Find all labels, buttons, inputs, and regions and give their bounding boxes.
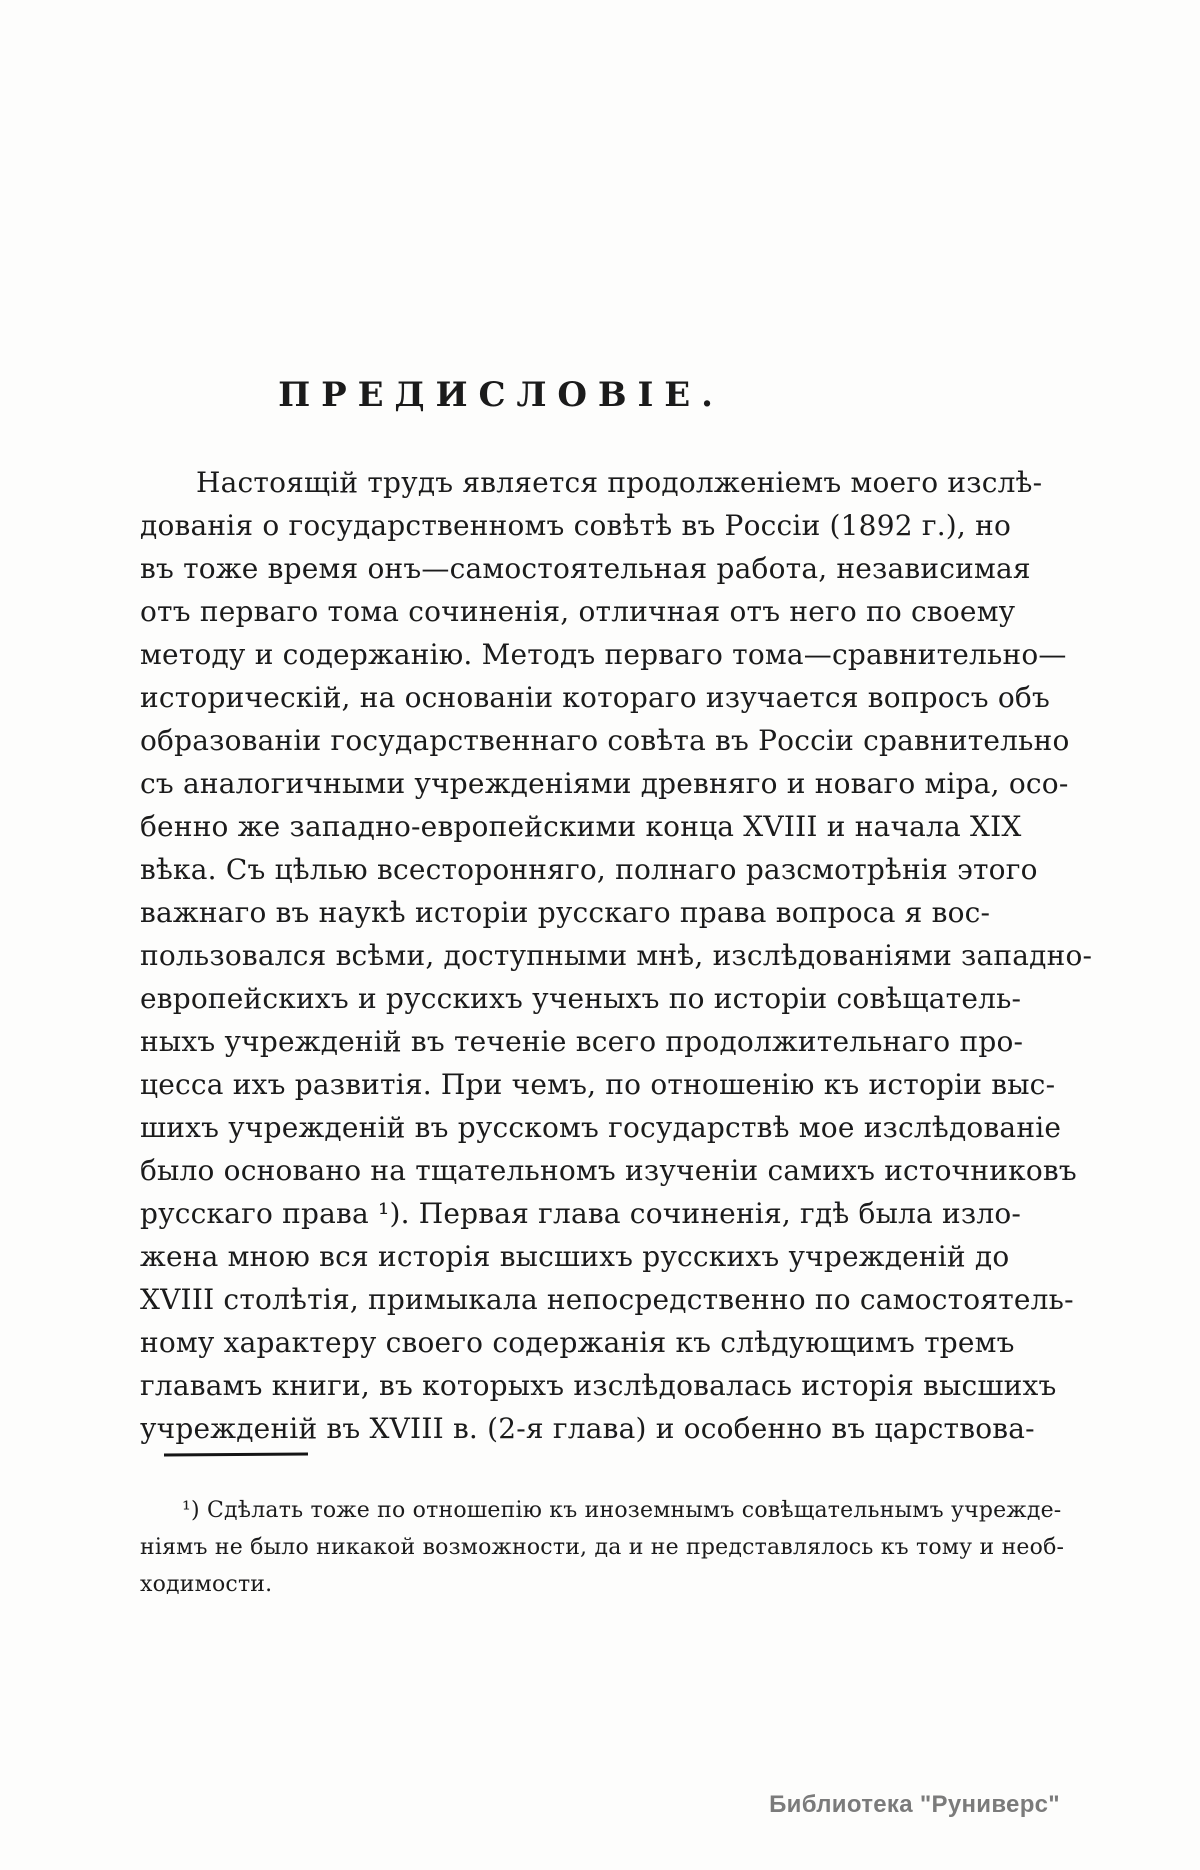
body-text-line: Настоящій трудъ является продолженіемъ моего изслѣ-	[196, 466, 1043, 499]
footnote-text-line: ніямъ не было никакой возможности, да и не представлялось къ тому и необ-	[140, 1535, 1065, 1560]
footnote-text-line: ¹) Сдѣлать тоже по отношепію къ иноземнымъ совѣщательнымъ учрежде-	[182, 1498, 1062, 1523]
body-text-line: ныхъ учрежденій въ теченіе всего продолжительнаго про-	[140, 1025, 1024, 1058]
body-text-line: европейскихъ и русскихъ ученыхъ по исторіи совѣщатель-	[140, 982, 1022, 1015]
body-text-line: бенно же западно-европейскими конца XVIII и начала XIX	[140, 810, 1022, 843]
body-text-line: русскаго права ¹). Первая глава сочиненія, гдѣ была изло-	[140, 1197, 1022, 1230]
body-text-line: цесса ихъ развитія. При чемъ, по отношенію къ исторіи выс-	[140, 1068, 1056, 1101]
library-watermark: Библиотека "Руниверс"	[769, 1791, 1060, 1818]
body-text-line: учрежденій въ XVIII в. (2-я глава) и особенно въ царствова-	[140, 1412, 1035, 1445]
body-text-line: пользовался всѣми, доступными мнѣ, изслѣдованіями западно-	[140, 939, 1093, 972]
body-text-line: отъ перваго тома сочиненія, отличная отъ него по своему	[140, 595, 1016, 628]
body-text-line: дованія о государственномъ совѣтѣ въ Россіи (1892 г.), но	[140, 509, 1012, 542]
body-text-line: вѣка. Съ цѣлью всесторонняго, полнаго разсмотрѣнія этого	[140, 853, 1038, 886]
body-text-line: шихъ учрежденій въ русскомъ государствѣ мое изслѣдованіе	[140, 1111, 1062, 1144]
footnote-divider	[164, 1452, 308, 1456]
page-title: ПРЕДИСЛОВІЕ.	[278, 374, 724, 415]
body-text-line: жена мною вся исторія высшихъ русскихъ учрежденій до	[140, 1240, 1010, 1273]
body-text-line: XVIII столѣтія, примыкала непосредственно по самостоятель-	[140, 1283, 1074, 1316]
footnote	[140, 1492, 1065, 1603]
body-paragraph	[140, 461, 1093, 1450]
body-text-line: важнаго въ наукѣ исторіи русскаго права вопроса я вос-	[140, 896, 991, 929]
body-text-line: въ тоже время онъ—самостоятельная работа, независимая	[140, 552, 1031, 585]
body-text-line: съ аналогичными учрежденіями древняго и новаго міра, осо-	[140, 767, 1069, 800]
body-text-line: главамъ книги, въ которыхъ изслѣдовалась исторія высшихъ	[140, 1369, 1057, 1402]
body-text-line: ному характеру своего содержанія къ слѣдующимъ тремъ	[140, 1326, 1015, 1359]
body-text-line: было основано на тщательномъ изученіи самихъ источниковъ	[140, 1154, 1077, 1187]
body-text-line: историческій, на основаніи котораго изучается вопросъ объ	[140, 681, 1050, 714]
body-text-line: методу и содержанію. Методъ перваго тома—сравнительно—	[140, 638, 1067, 671]
body-text-line: образованіи государственнаго совѣта въ Россіи сравнительно	[140, 724, 1070, 757]
footnote-text-line: ходимости.	[140, 1572, 273, 1597]
